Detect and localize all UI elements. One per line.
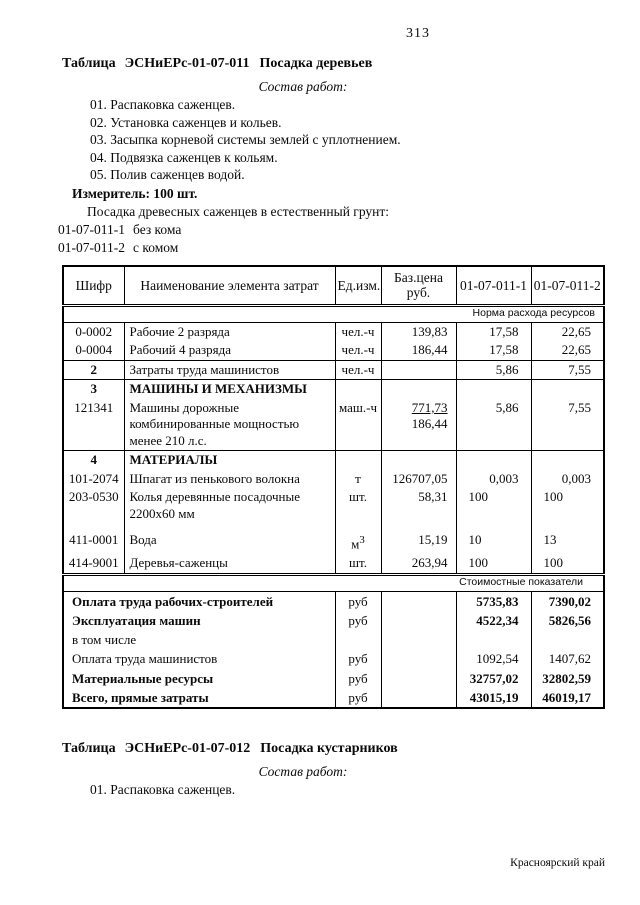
cell-price [381,451,456,470]
column-header-name: Наименование элемента затрат [124,266,335,306]
cell-value-2: 100 [531,488,604,531]
variant-code: 01-07-011-1 [58,221,125,237]
cell-value-1: 100 [456,488,531,531]
table-row [63,322,604,341]
table-row [63,488,604,531]
column-header-variant-2: 01-07-011-2 [531,266,604,306]
cell-price-numerator: 771,73 [411,399,448,415]
cell-shifr: 3 [63,380,124,399]
cell-value-1: 32757,02 [456,669,531,688]
table-title-012 [62,739,610,758]
cell-value-2: 7390,02 [531,591,604,611]
table-title-label: Таблица [62,741,116,757]
cell-value-2: 7,55 [531,360,604,380]
table-title-code: ЭСНиЕРс-01-07-011 [124,56,250,71]
cell-value-1: 10 [456,531,531,554]
table-title-011 [62,54,610,73]
cost-row [63,611,604,630]
cell-price-denominator: 186,44 [411,416,448,432]
table-row [63,554,604,574]
measurer-label: Измеритель: 100 шт. [72,185,198,201]
cell-unit: шт. [335,488,381,531]
cell-value-2: 7,55 [531,399,604,451]
cost-band-row [63,574,604,591]
variant-code: 01-07-011-2 [58,239,125,255]
work-item: 01. Распаковка саженцев. [90,782,236,798]
cell-value-1: 5,86 [456,399,531,451]
column-header-price [381,266,456,306]
cell-price: 15,19 [381,531,456,554]
table-row [63,531,604,554]
cell-value-2: 0,003 [531,470,604,489]
cost-row [63,630,604,649]
cell-unit: руб [335,611,381,630]
cell-unit: маш.-ч [335,399,381,451]
norm-band-row [63,305,604,322]
cell-value-1: 43015,19 [456,688,531,708]
work-item: 05. Полив саженцев водой. [90,167,245,183]
table-title-code: ЭСНиЕРс-01-07-012 [124,741,251,757]
cell-cost-name: Материальные ресурсы [63,669,335,688]
cell-price: 139,83 [381,322,456,341]
cell-value-2: 22,65 [531,322,604,341]
cell-price-fraction [381,399,456,451]
cell-cost-name: Оплата труда рабочих-строителей [63,591,335,611]
column-header-price-line2: руб. [406,285,431,301]
variant-name: с комом [133,239,179,255]
cell-value-1: 17,58 [456,341,531,360]
cell-value-1: 5,86 [456,360,531,380]
cell-unit: чел.-ч [335,360,381,380]
table-title-name: Посадка кустарников [260,741,398,757]
cell-price: 263,94 [381,554,456,574]
cell-value-1: 5735,83 [456,591,531,611]
table-title-name: Посадка деревьев [259,56,373,71]
cell-price [381,611,456,630]
cell-name: Вода [124,531,335,554]
section-2 [58,739,610,799]
cell-name: МАТЕРИАЛЫ [124,451,335,470]
cell-value-2: 5826,56 [531,611,604,630]
table-title-label: Таблица [62,56,116,71]
cell-price [381,630,456,649]
cell-value-2: 46019,17 [531,688,604,708]
cell-name: Рабочий 4 разряда [124,341,335,360]
cell-unit: $м^3$ [335,531,381,554]
cell-value-1 [456,451,531,470]
cell-price: 186,44 [381,341,456,360]
cell-value-1: 4522,34 [456,611,531,630]
works-heading: Состав работ: [258,764,348,780]
variant-row [58,239,610,257]
cell-price [381,649,456,668]
table-row [63,380,604,399]
table-row [63,360,604,380]
cell-name: Деревья-саженцы [124,554,335,574]
column-header-unit: Ед.изм. [335,266,381,306]
cell-shifr: 101-2074 [63,470,124,489]
cell-value-2: 1407,62 [531,649,604,668]
cell-cost-name: Всего, прямые затраты [63,688,335,708]
cell-value-1: 100 [456,554,531,574]
works-heading: Состав работ: [258,79,348,94]
estimate-table [62,265,605,709]
work-item: 03. Засыпка корневой системы землей с уплотнением. [90,132,401,148]
table-row [63,470,604,489]
cell-shifr: 414-9001 [63,554,124,574]
cell-shifr: 2 [63,360,124,380]
column-header-price-line1: Баз.цена [394,269,443,285]
header-row [63,266,604,306]
cell-cost-name: в том числе [63,630,335,649]
cell-value-1 [456,380,531,399]
column-header-shifr: Шифр [63,266,124,306]
cell-name: Колья деревянные посадочные 2200х60 мм [124,488,335,531]
cell-value-1: 17,58 [456,322,531,341]
cell-name: Затраты труда машинистов [124,360,335,380]
variant-name: без кома [133,221,182,237]
cost-row [63,649,604,668]
cell-unit: чел.-ч [335,322,381,341]
cell-name: Рабочие 2 разряда [124,322,335,341]
cell-name: МАШИНЫ И МЕХАНИЗМЫ [124,380,335,399]
cell-price [381,380,456,399]
table-row [63,341,604,360]
cell-value-1 [456,630,531,649]
norm-band-label: Норма расхода ресурсов [63,305,604,322]
cell-unit [335,630,381,649]
cell-unit: руб [335,649,381,668]
cost-row [63,591,604,611]
cell-unit: руб [335,688,381,708]
page-number: 313 [406,26,430,41]
cell-price: 58,31 [381,488,456,531]
cell-unit: чел.-ч [335,341,381,360]
cell-shifr: 411-0001 [63,531,124,554]
cell-value-2: 32802,59 [531,669,604,688]
work-item: 04. Подвязка саженцев к кольям. [90,149,278,165]
cell-value-1: 1092,54 [456,649,531,668]
cell-shifr: 0-0002 [63,322,124,341]
cell-price [381,688,456,708]
work-item: 02. Установка саженцев и кольев. [90,114,282,130]
cell-unit [335,451,381,470]
cell-shifr: 0-0004 [63,341,124,360]
cell-price: 126707,05 [381,470,456,489]
cell-shifr: 121341 [63,399,124,451]
cell-name: Машины дорожные комбинированные мощностью менее 210 л.с. [124,399,335,451]
table-intro: Посадка древесных саженцев в естественный грунт: [87,203,390,219]
cell-value-2: 13 [531,531,604,554]
cell-value-2 [531,451,604,470]
table-row [63,451,604,470]
cell-shifr: 4 [63,451,124,470]
region-footer: Красноярский край [510,857,605,869]
cell-price [381,360,456,380]
column-header-variant-1: 01-07-011-1 [456,266,531,306]
cell-price [381,669,456,688]
cell-shifr: 203-0530 [63,488,124,531]
cell-value-1: 0,003 [456,470,531,489]
cell-value-2 [531,380,604,399]
cost-row [63,688,604,708]
cell-unit: т [335,470,381,489]
work-item: 01. Распаковка саженцев. [90,97,236,112]
cost-row [63,669,604,688]
cell-unit [335,380,381,399]
cell-value-2 [531,630,604,649]
cell-value-2: 100 [531,554,604,574]
cell-price [381,591,456,611]
cell-unit: руб [335,669,381,688]
cost-band-label: Стоимостные показатели [63,574,604,591]
table-row [63,399,604,451]
cell-cost-name: Оплата труда машинистов [63,649,335,668]
cell-value-2: 22,65 [531,341,604,360]
cell-unit: шт. [335,554,381,574]
cell-cost-name: Эксплуатация машин [63,611,335,630]
cell-unit: руб [335,591,381,611]
unit-superscript: 3 [359,534,365,547]
variant-row [58,221,610,239]
cell-name: Шпагат из пенькового волокна [124,470,335,489]
